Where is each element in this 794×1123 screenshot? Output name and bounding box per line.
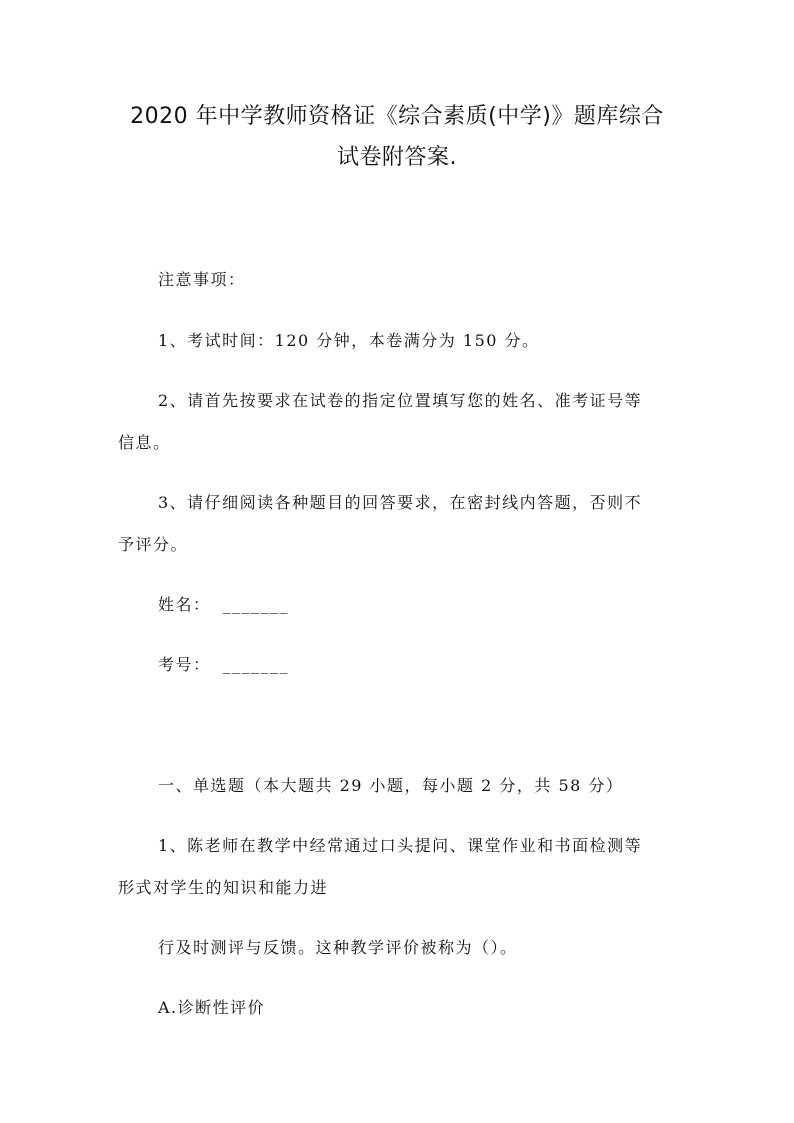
document-title-line-1: 2020 年中学教师资格证《综合素质(中学)》题库综合 bbox=[130, 104, 664, 129]
document-title-line-2: 试卷附答案. bbox=[337, 145, 457, 170]
exam-id-blank: _______ bbox=[222, 655, 290, 674]
name-label: 姓名： bbox=[158, 595, 211, 614]
notice-heading: 注意事项： bbox=[158, 270, 246, 289]
question-1-option-a: A.诊断性评价 bbox=[158, 998, 266, 1017]
notice-item-3-line-1: 3、请仔细阅读各种题目的回答要求，在密封线内答题，否则不 bbox=[158, 493, 643, 512]
name-blank: _______ bbox=[222, 595, 290, 614]
question-1-line-3: 行及时测评与反馈。这种教学评价被称为（）。 bbox=[158, 938, 518, 957]
exam-id-field bbox=[158, 657, 289, 673]
notice-item-1: 1、考试时间：120 分钟，本卷满分为 150 分。 bbox=[158, 331, 540, 350]
notice-item-3-line-2: 予评分。 bbox=[118, 535, 189, 554]
notice-item-2-line-1: 2、请首先按要求在试卷的指定位置填写您的姓名、准考证号等 bbox=[158, 391, 643, 410]
exam-id-label: 考号： bbox=[158, 655, 211, 674]
notice-item-2-line-2: 信息。 bbox=[118, 433, 171, 452]
name-field bbox=[158, 597, 289, 613]
section-heading: 一、单选题（本大题共 29 小题，每小题 2 分，共 58 分） bbox=[158, 776, 624, 795]
question-1-line-2: 形式对学生的知识和能力进 bbox=[118, 878, 329, 897]
question-1-line-1: 1、陈老师在教学中经常通过口头提问、课堂作业和书面检测等 bbox=[158, 836, 643, 855]
